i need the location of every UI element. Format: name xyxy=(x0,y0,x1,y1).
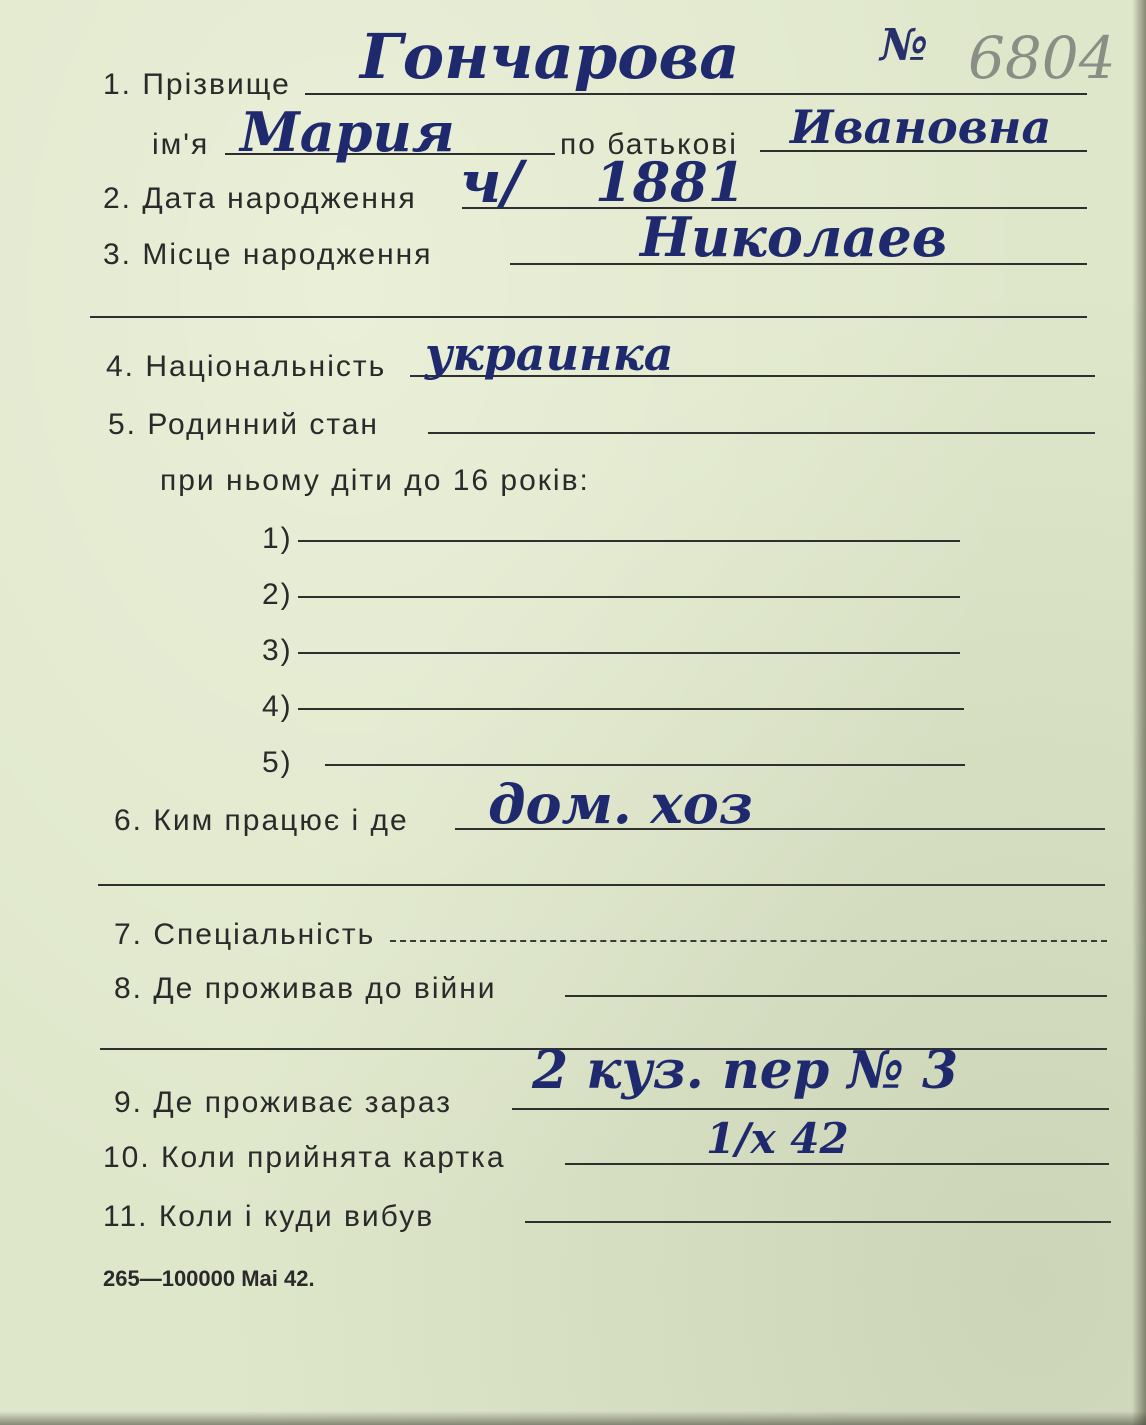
child-2-label: 2) xyxy=(262,578,293,611)
card-bottom-edge-shadow xyxy=(0,1411,1146,1425)
nationality-label: 4. Національність xyxy=(106,350,387,383)
current-residence-label: 9. Де проживає зараз xyxy=(114,1086,452,1119)
occupation-line-2 xyxy=(98,884,1105,886)
occupation-label: 6. Ким працює і де xyxy=(114,804,409,837)
surname-value: Гончарова xyxy=(360,20,740,93)
card-right-edge-shadow xyxy=(1132,0,1146,1425)
specialty-line xyxy=(390,940,1107,942)
first-name-label: ім'я xyxy=(152,128,210,161)
card-number: 6804 xyxy=(968,24,1116,92)
birth-date-label: 2. Дата народження xyxy=(103,182,417,215)
marital-status-line xyxy=(428,432,1095,434)
departure-label: 11. Коли і куди вибув xyxy=(103,1200,435,1233)
card-accepted-label: 10. Коли прийнята картка xyxy=(103,1141,506,1174)
prewar-residence-line xyxy=(565,995,1107,997)
birth-place-value: Николаев xyxy=(640,205,948,269)
prewar-residence-label: 8. Де проживав до війни xyxy=(114,972,497,1005)
birth-date-slash: ч/ xyxy=(460,148,523,216)
patronymic-label: по батькові xyxy=(560,128,738,161)
child-4-label: 4) xyxy=(262,690,293,723)
surname-label: 1. Прізвище xyxy=(103,68,291,101)
birth-date-value: 1881 xyxy=(595,150,746,214)
print-code: 265—100000 Mai 42. xyxy=(103,1266,315,1291)
child-4-line xyxy=(298,708,964,710)
birth-place-label: 3. Місце народження xyxy=(103,238,433,271)
birth-place-line-2 xyxy=(90,316,1087,318)
surname-line xyxy=(305,93,1087,95)
child-3-line xyxy=(298,652,960,654)
specialty-label: 7. Спеціальність xyxy=(114,918,376,951)
marital-status-label: 5. Родинний стан xyxy=(108,408,379,441)
current-residence-line xyxy=(512,1108,1109,1110)
child-5-label: 5) xyxy=(262,746,293,779)
number-mark: № xyxy=(880,20,928,71)
child-1-line xyxy=(298,540,960,542)
card-accepted-value: 1/x 42 xyxy=(706,1114,849,1163)
current-residence-value: 2 куз. пер № 3 xyxy=(532,1040,959,1101)
child-2-line xyxy=(298,596,960,598)
child-1-label: 1) xyxy=(262,522,293,555)
card-accepted-line xyxy=(565,1163,1109,1165)
child-5-line xyxy=(325,764,965,766)
patronymic-value: Ивановна xyxy=(790,100,1052,154)
children-label: при ньому діти до 16 років: xyxy=(160,464,590,497)
first-name-value: Мария xyxy=(240,100,455,164)
departure-line xyxy=(525,1221,1111,1223)
child-3-label: 3) xyxy=(262,634,293,667)
nationality-value: украинка xyxy=(425,327,674,381)
occupation-value: дом. хоз xyxy=(488,772,754,836)
